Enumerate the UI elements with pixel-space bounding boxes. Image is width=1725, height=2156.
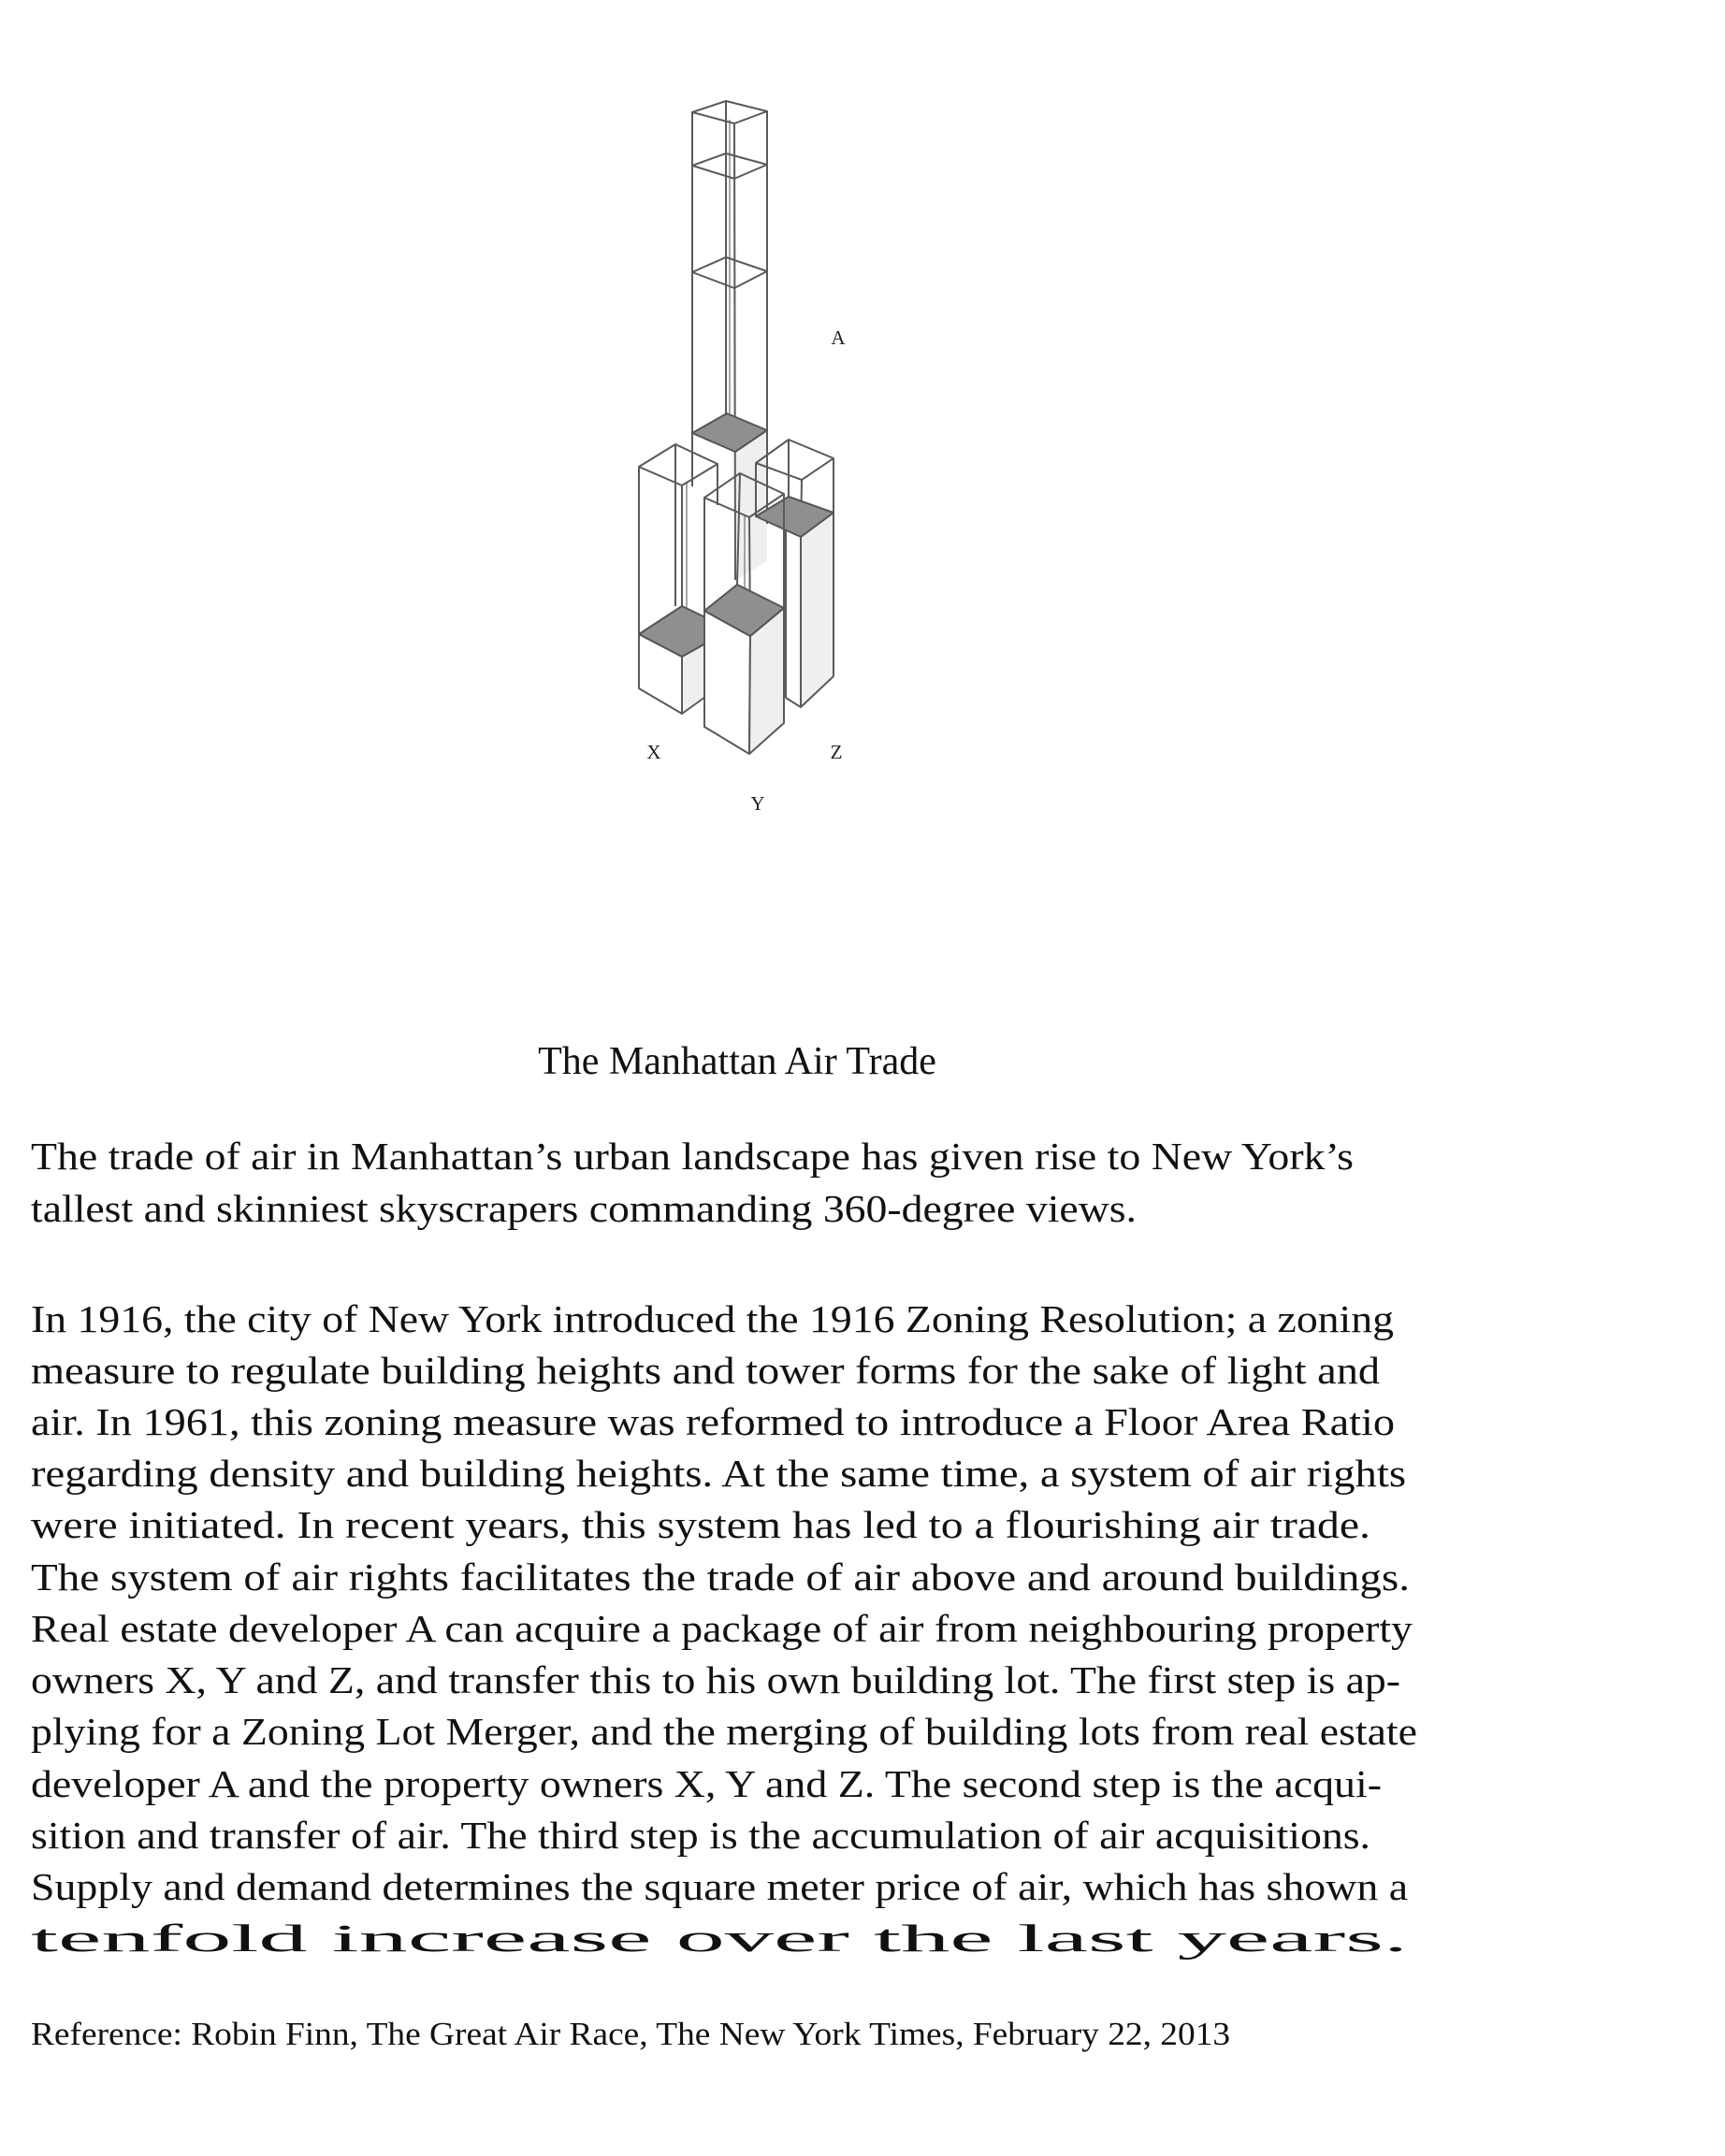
text-line: In 1916, the city of New York introduced the 1916 Zoning Resolution; a zoning bbox=[31, 1297, 1394, 1340]
page-title: The Manhattan Air Trade bbox=[538, 1040, 936, 1083]
reference-citation: Reference: Robin Finn, The Great Air Race, The New York Times, February 22, 2013 bbox=[31, 2016, 1231, 2052]
text-line: were initiated. In recent years, this system has led to a flourishing air trade. bbox=[31, 1503, 1370, 1546]
text-line: developer A and the property owners X, Y and Z. The second step is the acqui- bbox=[31, 1762, 1382, 1805]
text-line: regarding density and building heights. At the same time, a system of air rights bbox=[31, 1452, 1406, 1495]
label-x: X bbox=[646, 741, 661, 763]
air-rights-diagram bbox=[0, 0, 1725, 842]
text-line: tenfold increase over the last years. bbox=[31, 1917, 1408, 1960]
text-line: tallest and skinniest skyscrapers commanding 360-degree views. bbox=[31, 1187, 1137, 1230]
label-a: A bbox=[831, 326, 846, 349]
text-line: The trade of air in Manhattan’s urban landscape has given rise to New York’s bbox=[31, 1135, 1355, 1178]
label-y: Y bbox=[750, 792, 765, 815]
text-line: sition and transfer of air. The third step is the accumulation of air acquisitions. bbox=[31, 1814, 1370, 1857]
tower-z-right-face bbox=[801, 513, 834, 707]
text-line: plying for a Zoning Lot Merger, and the merging of building lots from real estate bbox=[31, 1710, 1417, 1753]
tower-x-ring-top bbox=[639, 444, 718, 485]
text-line: The system of air rights facilitates the trade of air above and around buildings. bbox=[31, 1556, 1410, 1599]
text-line: Real estate developer A can acquire a package of air from neighbouring property bbox=[31, 1607, 1413, 1650]
tower-y bbox=[704, 473, 784, 754]
text-line: air. In 1961, this zoning measure was reformed to introduce a Floor Area Ratio bbox=[31, 1400, 1395, 1443]
text-line: owners X, Y and Z, and transfer this to his own building lot. The first step is ap- bbox=[31, 1658, 1401, 1701]
text-line: measure to regulate building heights and tower forms for the sake of light and bbox=[31, 1349, 1381, 1392]
label-z: Z bbox=[830, 741, 843, 763]
text-line: Supply and demand determines the square meter price of air, which has shown a bbox=[31, 1865, 1409, 1908]
